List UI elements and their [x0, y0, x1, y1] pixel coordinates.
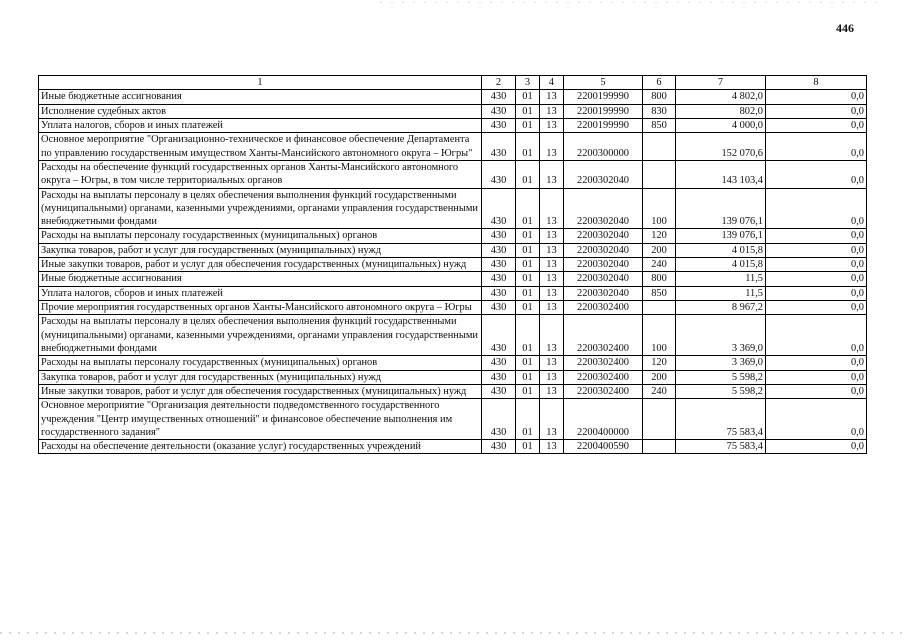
row-subsection-cell: 13 — [540, 315, 564, 356]
row-name-cell: Исполнение судебных актов — [39, 104, 482, 118]
row-subsection-cell: 13 — [540, 118, 564, 132]
row-name-cell: Основное мероприятие "Организация деятельности подведомственного государственного учреждения "Центр имущественных отношений" и финансовое обеспечение выполнения им государственного задания" — [39, 399, 482, 440]
row-subvention-cell: 0,0 — [766, 399, 867, 440]
budget-table — [38, 75, 867, 454]
row-subvention-cell: 0,0 — [766, 104, 867, 118]
row-target-code-cell: 2200302040 — [564, 160, 643, 188]
row-subvention-cell: 0,0 — [766, 301, 867, 315]
row-admin-code-cell: 430 — [482, 188, 516, 229]
row-admin-code-cell: 430 — [482, 399, 516, 440]
row-expense-type-cell: 240 — [643, 384, 676, 398]
row-expense-type-cell — [643, 399, 676, 440]
row-name-cell: Расходы на обеспечение функций государственных органов Ханты-Мансийского автономного округа – Югры, в том числе территориальных органов — [39, 160, 482, 188]
row-section-cell: 01 — [516, 356, 540, 370]
row-subsection-cell: 13 — [540, 90, 564, 104]
table-row — [39, 272, 867, 286]
column-header: 2 — [482, 76, 516, 90]
column-header: 5 — [564, 76, 643, 90]
row-subsection-cell: 13 — [540, 384, 564, 398]
table-row — [39, 286, 867, 300]
row-subsection-cell: 13 — [540, 301, 564, 315]
row-section-cell: 01 — [516, 258, 540, 272]
row-amount-cell: 139 076,1 — [676, 229, 766, 243]
row-amount-cell: 5 598,2 — [676, 384, 766, 398]
row-target-code-cell: 2200199990 — [564, 104, 643, 118]
row-amount-cell: 143 103,4 — [676, 160, 766, 188]
row-expense-type-cell — [643, 133, 676, 161]
column-header: 3 — [516, 76, 540, 90]
row-name-cell: Иные закупки товаров, работ и услуг для обеспечения государственных (муниципальных) нужд — [39, 384, 482, 398]
row-subvention-cell: 0,0 — [766, 384, 867, 398]
row-admin-code-cell: 430 — [482, 315, 516, 356]
row-admin-code-cell: 430 — [482, 356, 516, 370]
row-section-cell: 01 — [516, 160, 540, 188]
row-section-cell: 01 — [516, 440, 540, 454]
row-subvention-cell: 0,0 — [766, 90, 867, 104]
row-name-cell: Расходы на выплаты персоналу в целях обеспечения выполнения функций государственными (муниципальными) органами, казенными учреждениями, органами управления государственными внебюджетными фондами — [39, 188, 482, 229]
row-subsection-cell: 13 — [540, 399, 564, 440]
row-subsection-cell: 13 — [540, 258, 564, 272]
row-section-cell: 01 — [516, 90, 540, 104]
row-subsection-cell: 13 — [540, 133, 564, 161]
row-expense-type-cell: 200 — [643, 243, 676, 257]
table-row — [39, 229, 867, 243]
row-expense-type-cell: 850 — [643, 286, 676, 300]
row-name-cell: Расходы на выплаты персоналу государственных (муниципальных) органов — [39, 229, 482, 243]
row-section-cell: 01 — [516, 229, 540, 243]
row-subvention-cell: 0,0 — [766, 133, 867, 161]
row-subvention-cell: 0,0 — [766, 229, 867, 243]
row-name-cell: Прочие мероприятия государственных органов Ханты-Мансийского автономного округа – Югры — [39, 301, 482, 315]
table-row — [39, 440, 867, 454]
row-section-cell: 01 — [516, 286, 540, 300]
row-subvention-cell: 0,0 — [766, 272, 867, 286]
row-target-code-cell: 2200302040 — [564, 243, 643, 257]
row-amount-cell: 139 076,1 — [676, 188, 766, 229]
row-amount-cell: 8 967,2 — [676, 301, 766, 315]
row-subsection-cell: 13 — [540, 243, 564, 257]
row-target-code-cell: 2200302040 — [564, 229, 643, 243]
row-subsection-cell: 13 — [540, 188, 564, 229]
row-subvention-cell: 0,0 — [766, 188, 867, 229]
column-header: 6 — [643, 76, 676, 90]
row-amount-cell: 3 369,0 — [676, 356, 766, 370]
table-body — [39, 90, 867, 454]
row-subvention-cell: 0,0 — [766, 286, 867, 300]
row-expense-type-cell: 800 — [643, 90, 676, 104]
row-name-cell: Иные бюджетные ассигнования — [39, 272, 482, 286]
table-row — [39, 399, 867, 440]
table-row — [39, 160, 867, 188]
row-expense-type-cell: 120 — [643, 229, 676, 243]
column-header: 7 — [676, 76, 766, 90]
row-target-code-cell: 2200300000 — [564, 133, 643, 161]
row-name-cell: Расходы на выплаты персоналу в целях обеспечения выполнения функций государственными (муниципальными) органами, казенными учреждениями, органами управления государственными внебюджетными фондами — [39, 315, 482, 356]
row-subvention-cell: 0,0 — [766, 243, 867, 257]
row-subvention-cell: 0,0 — [766, 370, 867, 384]
row-amount-cell: 11,5 — [676, 272, 766, 286]
row-expense-type-cell — [643, 440, 676, 454]
row-target-code-cell: 2200400000 — [564, 399, 643, 440]
row-target-code-cell: 2200400590 — [564, 440, 643, 454]
row-admin-code-cell: 430 — [482, 370, 516, 384]
row-section-cell: 01 — [516, 315, 540, 356]
row-amount-cell: 152 070,6 — [676, 133, 766, 161]
row-target-code-cell: 2200302400 — [564, 356, 643, 370]
row-section-cell: 01 — [516, 272, 540, 286]
row-admin-code-cell: 430 — [482, 440, 516, 454]
column-header: 8 — [766, 76, 867, 90]
row-admin-code-cell: 430 — [482, 104, 516, 118]
row-name-cell: Расходы на обеспечение деятельности (оказание услуг) государственных учреждений — [39, 440, 482, 454]
row-expense-type-cell — [643, 301, 676, 315]
table-row — [39, 315, 867, 356]
row-section-cell: 01 — [516, 399, 540, 440]
row-section-cell: 01 — [516, 104, 540, 118]
table-row — [39, 90, 867, 104]
row-target-code-cell: 2200302400 — [564, 384, 643, 398]
row-name-cell: Основное мероприятие "Организационно-техническое и финансовое обеспечение Департамента по управлению государственным имуществом Ханты-Мансийского автономного округа – Югры" — [39, 133, 482, 161]
page-number: 446 — [836, 21, 854, 35]
row-admin-code-cell: 430 — [482, 160, 516, 188]
row-subvention-cell: 0,0 — [766, 160, 867, 188]
row-expense-type-cell: 800 — [643, 272, 676, 286]
row-expense-type-cell: 240 — [643, 258, 676, 272]
table-row — [39, 356, 867, 370]
row-subsection-cell: 13 — [540, 370, 564, 384]
row-target-code-cell: 2200199990 — [564, 90, 643, 104]
row-name-cell: Расходы на выплаты персоналу государственных (муниципальных) органов — [39, 356, 482, 370]
row-target-code-cell: 2200302400 — [564, 370, 643, 384]
table-row — [39, 188, 867, 229]
row-admin-code-cell: 430 — [482, 286, 516, 300]
row-target-code-cell: 2200199990 — [564, 118, 643, 132]
table-row — [39, 384, 867, 398]
row-admin-code-cell: 430 — [482, 301, 516, 315]
row-name-cell: Иные закупки товаров, работ и услуг для обеспечения государственных (муниципальных) нужд — [39, 258, 482, 272]
row-subsection-cell: 13 — [540, 229, 564, 243]
row-admin-code-cell: 430 — [482, 258, 516, 272]
row-subsection-cell: 13 — [540, 440, 564, 454]
row-expense-type-cell: 830 — [643, 104, 676, 118]
row-target-code-cell: 2200302040 — [564, 272, 643, 286]
row-amount-cell: 4 000,0 — [676, 118, 766, 132]
row-admin-code-cell: 430 — [482, 118, 516, 132]
row-subvention-cell: 0,0 — [766, 356, 867, 370]
row-amount-cell: 4 802,0 — [676, 90, 766, 104]
row-amount-cell: 5 598,2 — [676, 370, 766, 384]
row-amount-cell: 75 583,4 — [676, 399, 766, 440]
row-name-cell: Иные бюджетные ассигнования — [39, 90, 482, 104]
table-row — [39, 258, 867, 272]
row-name-cell: Уплата налогов, сборов и иных платежей — [39, 118, 482, 132]
row-target-code-cell: 2200302040 — [564, 286, 643, 300]
row-amount-cell: 3 369,0 — [676, 315, 766, 356]
scan-artifact-bottom — [0, 632, 905, 634]
row-admin-code-cell: 430 — [482, 133, 516, 161]
row-section-cell: 01 — [516, 370, 540, 384]
row-subvention-cell: 0,0 — [766, 440, 867, 454]
row-amount-cell: 4 015,8 — [676, 258, 766, 272]
column-header: 4 — [540, 76, 564, 90]
row-expense-type-cell: 100 — [643, 188, 676, 229]
table-row — [39, 133, 867, 161]
row-name-cell: Закупка товаров, работ и услуг для государственных (муниципальных) нужд — [39, 370, 482, 384]
row-expense-type-cell — [643, 160, 676, 188]
row-subvention-cell: 0,0 — [766, 118, 867, 132]
row-target-code-cell: 2200302400 — [564, 301, 643, 315]
row-section-cell: 01 — [516, 384, 540, 398]
row-subsection-cell: 13 — [540, 104, 564, 118]
row-subvention-cell: 0,0 — [766, 315, 867, 356]
row-section-cell: 01 — [516, 118, 540, 132]
row-admin-code-cell: 430 — [482, 384, 516, 398]
table-row — [39, 370, 867, 384]
row-expense-type-cell: 100 — [643, 315, 676, 356]
row-subsection-cell: 13 — [540, 272, 564, 286]
row-admin-code-cell: 430 — [482, 272, 516, 286]
row-expense-type-cell: 850 — [643, 118, 676, 132]
row-target-code-cell: 2200302040 — [564, 258, 643, 272]
table-row — [39, 118, 867, 132]
column-header: 1 — [39, 76, 482, 90]
table-row — [39, 301, 867, 315]
scan-artifact-top — [380, 2, 880, 3]
row-expense-type-cell: 200 — [643, 370, 676, 384]
row-subsection-cell: 13 — [540, 356, 564, 370]
row-admin-code-cell: 430 — [482, 229, 516, 243]
row-name-cell: Закупка товаров, работ и услуг для государственных (муниципальных) нужд — [39, 243, 482, 257]
row-target-code-cell: 2200302040 — [564, 188, 643, 229]
row-admin-code-cell: 430 — [482, 90, 516, 104]
row-amount-cell: 11,5 — [676, 286, 766, 300]
row-subvention-cell: 0,0 — [766, 258, 867, 272]
row-target-code-cell: 2200302400 — [564, 315, 643, 356]
table-row — [39, 243, 867, 257]
row-section-cell: 01 — [516, 188, 540, 229]
row-amount-cell: 75 583,4 — [676, 440, 766, 454]
row-subsection-cell: 13 — [540, 286, 564, 300]
row-expense-type-cell: 120 — [643, 356, 676, 370]
row-amount-cell: 4 015,8 — [676, 243, 766, 257]
row-section-cell: 01 — [516, 243, 540, 257]
header-row — [39, 76, 867, 90]
row-name-cell: Уплата налогов, сборов и иных платежей — [39, 286, 482, 300]
row-subsection-cell: 13 — [540, 160, 564, 188]
row-amount-cell: 802,0 — [676, 104, 766, 118]
row-section-cell: 01 — [516, 301, 540, 315]
row-section-cell: 01 — [516, 133, 540, 161]
row-admin-code-cell: 430 — [482, 243, 516, 257]
table-row — [39, 104, 867, 118]
